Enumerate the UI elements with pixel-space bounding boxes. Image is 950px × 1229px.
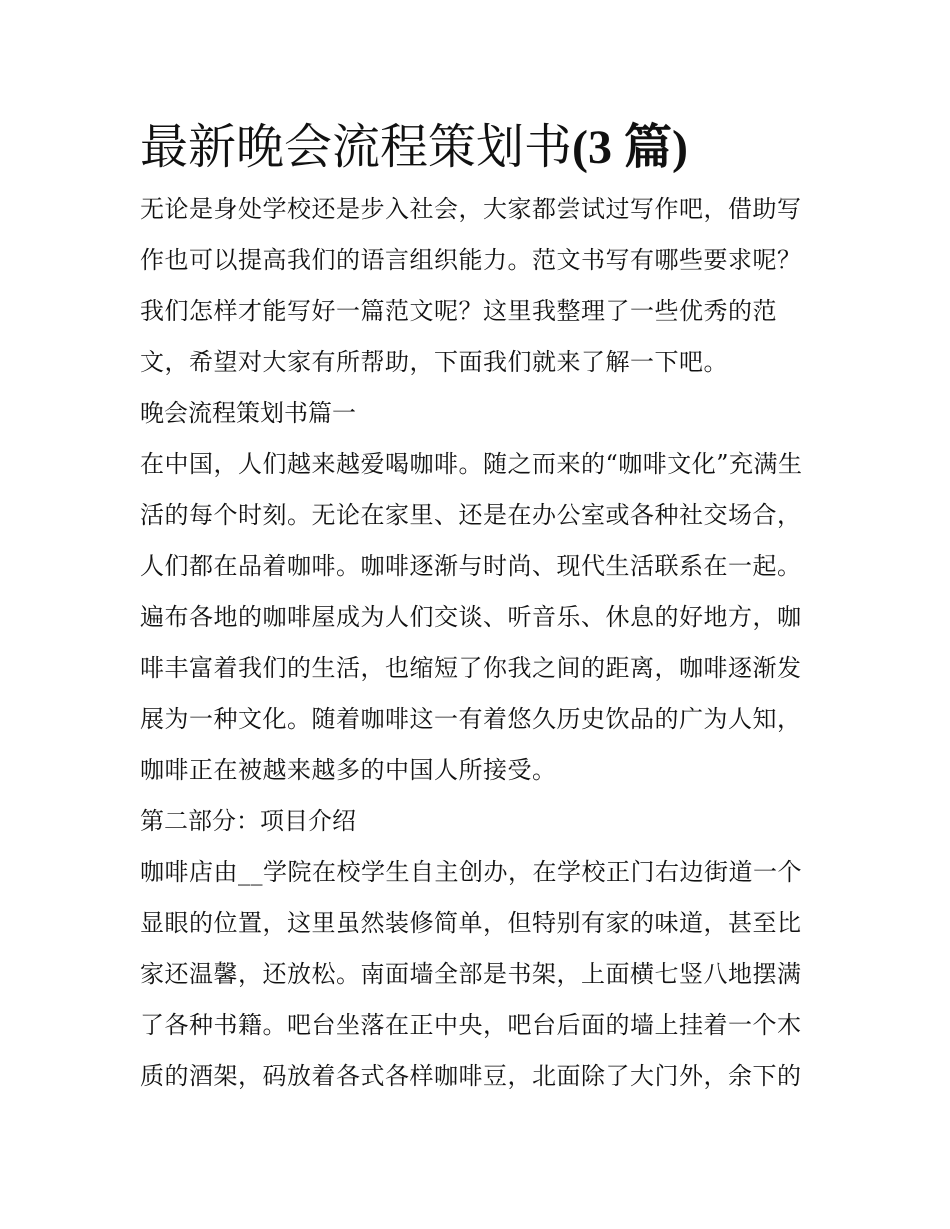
- text-line: 文，希望对大家有所帮助，下面我们就来了解一下吧。: [140, 348, 728, 376]
- text-line: 啡丰富着我们的生活，也缩短了你我之间的距离，咖啡逐渐发: [140, 654, 802, 682]
- text-line: 在中国，人们越来越爱喝咖啡。随之而来的“咖啡文化”充满生: [140, 450, 803, 478]
- text-line: 人们都在品着咖啡。咖啡逐渐与时尚、现代生活联系在一起。: [140, 552, 802, 580]
- text-line: 家还温馨，还放松。南面墙全部是书架，上面横七竖八地摆满: [140, 960, 802, 988]
- document-title-text: 最新晚会流程策划书: [140, 119, 573, 175]
- text-line: 了各种书籍。吧台坐落在正中央，吧台后面的墙上挂着一个木: [140, 1011, 802, 1039]
- document-body: [140, 184, 830, 1102]
- document-page: [140, 0, 830, 1102]
- text-line: 显眼的位置，这里虽然装修简单，但特别有家的味道，甚至比: [140, 909, 802, 937]
- text-line: 无论是身处学校还是步入社会，大家都尝试过写作吧，借助写: [140, 195, 802, 223]
- section-heading: 第二部分：项目介绍: [140, 807, 356, 835]
- text-line: 我们怎样才能写好一篇范文呢？这里我整理了一些优秀的范: [140, 297, 777, 325]
- document-title: [140, 0, 830, 179]
- text-line: 活的每个时刻。无论在家里、还是在办公室或各种社交场合，: [140, 501, 802, 529]
- text-line: 咖啡店由__学院在校学生自主创办，在学校正门右边街道一个: [140, 858, 802, 886]
- text-line: 咖啡正在被越来越多的中国人所接受。: [140, 756, 557, 784]
- text-line: 展为一种文化。随着咖啡这一有着悠久历史饮品的广为人知，: [140, 705, 802, 733]
- section-heading: 晚会流程策划书篇一: [140, 399, 356, 427]
- text-line: 作也可以提高我们的语言组织能力。范文书写有哪些要求呢？: [140, 246, 802, 274]
- document-title-count: (3 篇): [572, 121, 688, 174]
- text-line: 质的酒架，码放着各式各样咖啡豆，北面除了大门外，余下的: [140, 1062, 802, 1090]
- text-line: 遍布各地的咖啡屋成为人们交谈、听音乐、休息的好地方，咖: [140, 603, 802, 631]
